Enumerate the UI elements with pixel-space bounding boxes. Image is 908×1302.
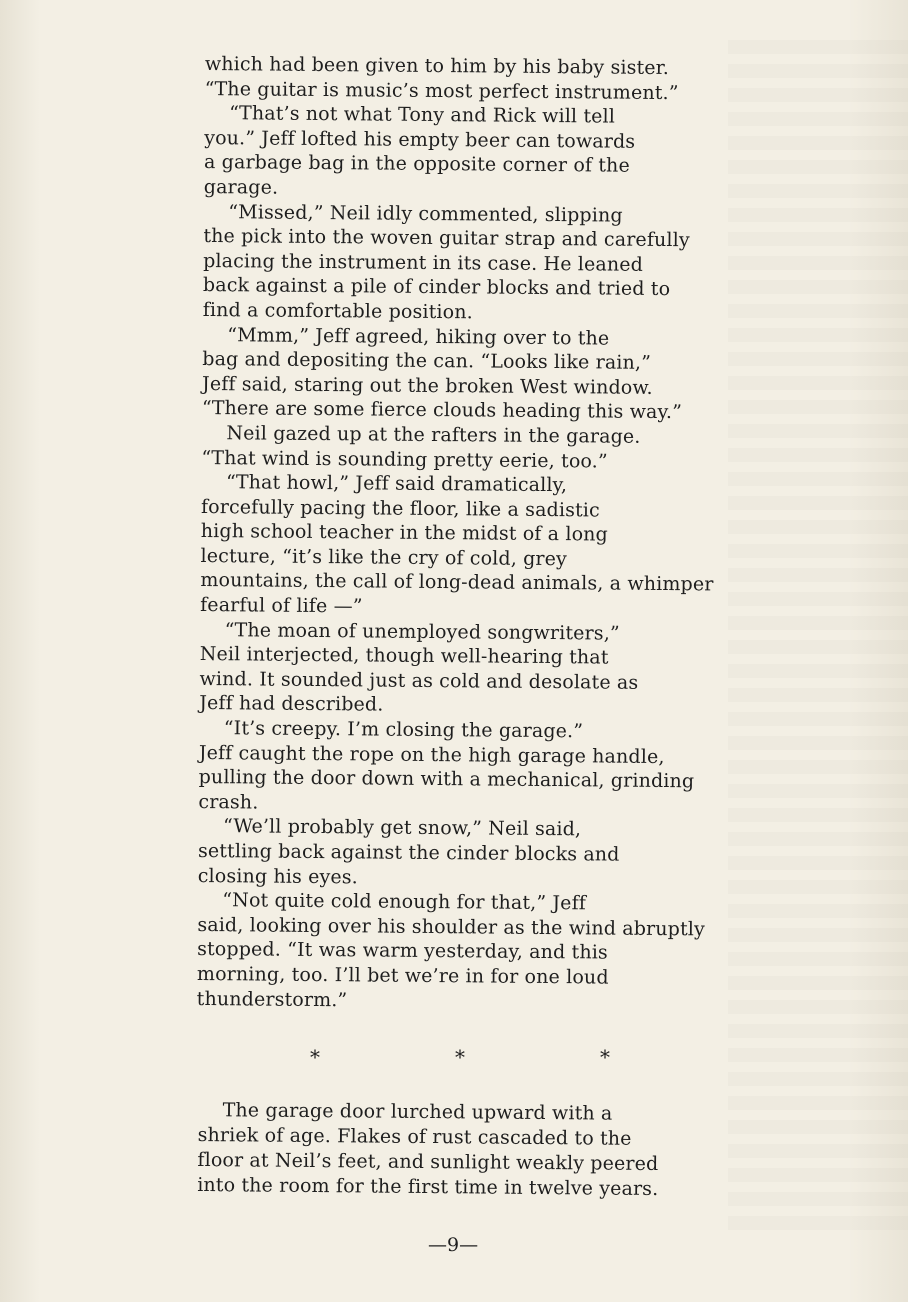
text-line: Neil gazed up at the rafters in the garage. xyxy=(201,421,641,448)
text-line: said, looking over his shoulder as the wind abruptly xyxy=(197,913,706,941)
text-line: “It’s creepy. I’m closing the garage.” xyxy=(199,717,584,743)
section-break xyxy=(310,1045,610,1069)
text-line: “The guitar is music’s most perfect instrument.” xyxy=(204,77,679,104)
text-line: “The moan of unemployed songwriters,” xyxy=(199,618,620,645)
text-line: crash. xyxy=(198,790,259,814)
text-line: lecture, “it’s like the cry of cold, grey xyxy=(200,544,568,571)
text-line: Neil interjected, though well-hearing that xyxy=(199,643,609,669)
text-line: bag and depositing the can. “Looks like rain,” xyxy=(202,348,652,375)
text-line: wind. It sounded just as cold and desolate as xyxy=(199,667,639,694)
text-line: settling back against the cinder blocks and xyxy=(197,839,620,866)
text-line: Jeff had described. xyxy=(199,692,384,717)
text-line: floor at Neil’s feet, and sunlight weakly peered xyxy=(197,1148,659,1176)
text-line: “Missed,” Neil idly commented, slipping xyxy=(203,200,623,227)
section-break-star: * xyxy=(310,1045,320,1069)
text-line: stopped. “It was warm yesterday, and this xyxy=(197,938,608,964)
text-line: high school teacher in the midst of a long xyxy=(200,520,609,546)
text-line: forcefully pacing the floor, like a sadistic xyxy=(200,495,600,522)
text-line: placing the instrument in its case. He leaned xyxy=(203,249,644,276)
text-line: morning, too. I’ll bet we’re in for one loud xyxy=(196,962,609,989)
text-line: “That wind is sounding pretty eerie, too.” xyxy=(201,446,608,473)
text-line: The garage door lurched upward with a xyxy=(197,1099,613,1125)
text-line: “That howl,” Jeff said dramatically, xyxy=(201,471,568,497)
body-text-block xyxy=(197,52,745,1016)
text-line: a garbage bag in the opposite corner of the xyxy=(203,151,630,178)
section-break-star: * xyxy=(600,1045,610,1069)
text-line: find a comfortable position. xyxy=(202,298,473,324)
text-line: Jeff caught the rope on the high garage handle, xyxy=(198,741,665,768)
text-line: “We’ll probably get snow,” Neil said, xyxy=(198,815,582,841)
text-line: pulling the door down with a mechanical, grinding xyxy=(198,766,695,793)
text-line: “There are some fierce clouds heading this way.” xyxy=(201,397,683,424)
text-line: mountains, the call of long-dead animals, a whimper xyxy=(200,569,714,596)
body-text-block-2 xyxy=(197,1098,738,1203)
text-line: back against a pile of cinder blocks and tried to xyxy=(202,274,671,301)
section-break-star: * xyxy=(455,1045,465,1069)
text-line: closing his eyes. xyxy=(197,864,358,888)
text-line: into the room for the first time in twelve years. xyxy=(197,1173,659,1201)
bleed-through-text xyxy=(728,40,908,1240)
text-line: Jeff said, staring out the broken West window. xyxy=(202,372,653,399)
page-number: —9— xyxy=(428,1234,479,1256)
text-line: thunderstorm.” xyxy=(196,987,348,1011)
text-line: the pick into the woven guitar strap and carefully xyxy=(203,225,690,252)
text-line: “Mmm,” Jeff agreed, hiking over to the xyxy=(202,323,610,350)
text-line: shriek of age. Flakes of rust cascaded to the xyxy=(197,1123,632,1150)
text-line: fearful of life —” xyxy=(200,594,363,618)
text-line: “That’s not what Tony and Rick will tell xyxy=(204,102,616,128)
text-line: “Not quite cold enough for that,” Jeff xyxy=(197,889,587,915)
text-line: which had been given to him by his baby sister. xyxy=(204,52,670,80)
text-line: garage. xyxy=(203,175,279,199)
text-line: you.” Jeff lofted his empty beer can towards xyxy=(204,126,636,153)
